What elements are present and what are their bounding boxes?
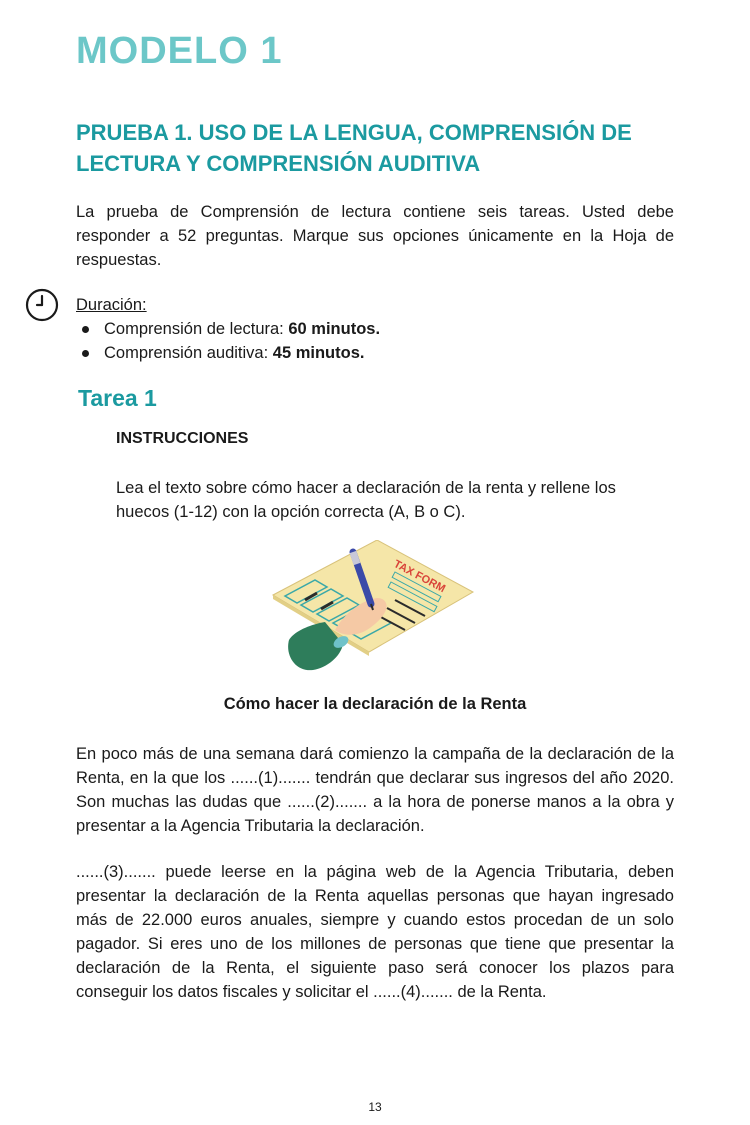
article-title: Cómo hacer la declaración de la Renta bbox=[223, 695, 527, 713]
duration-item-label: Comprensión de lectura: bbox=[104, 320, 289, 338]
clock-icon bbox=[25, 288, 59, 322]
duration-item-value: 60 minutos. bbox=[288, 320, 381, 338]
article-paragraph: ......(3)....... puede leerse en la página web de la Agencia Tributaria, deben presentar la declaración de la Renta aquellas personas que hayan ingresado más de 22.000 euros anuales, siempre y cuando estos procedan de un solo pagador. Si eres uno de los millones de personas que tiene que presentar la declaración de la Renta, el siguiente paso será conocer los plazos para conseguir los datos fiscales y solicitar el ......(4)....... de la Renta. bbox=[76, 863, 674, 1001]
duration-section bbox=[76, 293, 576, 365]
task-title: Tarea 1 bbox=[78, 385, 157, 411]
duration-item-value: 45 minutos. bbox=[272, 344, 365, 362]
duration-item-listening bbox=[104, 341, 576, 365]
duration-item-label: Comprensión auditiva: bbox=[104, 344, 273, 362]
instructions-text: Lea el texto sobre cómo hacer a declaración de la renta y rellene los huecos (1-12) con la opción correcta (A, B o C). bbox=[116, 479, 616, 521]
tax-form-label: TAX FORM bbox=[391, 558, 448, 596]
test-title: PRUEBA 1. USO DE LA LENGUA, COMPRENSIÓN DE LECTURA Y COMPRENSIÓN AUDITIVA bbox=[76, 120, 632, 176]
model-title: MODELO 1 bbox=[76, 30, 283, 72]
instructions-heading: INSTRUCCIONES bbox=[116, 430, 249, 447]
page-number: 13 bbox=[368, 1100, 382, 1114]
duration-list bbox=[76, 317, 576, 365]
article-paragraph: En poco más de una semana dará comienzo la campaña de la declaración de la Renta, en la que los ......(1)....... tendrán que declarar sus ingresos del año 2020. Son muchas las dudas que ......(2)....... a la hora de ponerse manos a la obra y presentar a la Agencia Tributaria la declaración. bbox=[76, 745, 674, 835]
intro-text: La prueba de Comprensión de lectura contiene seis tareas. Usted debe responder a 52 preguntas. Marque sus opciones únicamente en la Hoja de respuestas. bbox=[76, 203, 674, 269]
duration-label: Duración: bbox=[76, 296, 147, 314]
bullet-icon bbox=[82, 350, 89, 357]
bullet-icon bbox=[82, 326, 89, 333]
duration-item-reading bbox=[104, 317, 576, 341]
tax-form-illustration bbox=[265, 540, 480, 675]
